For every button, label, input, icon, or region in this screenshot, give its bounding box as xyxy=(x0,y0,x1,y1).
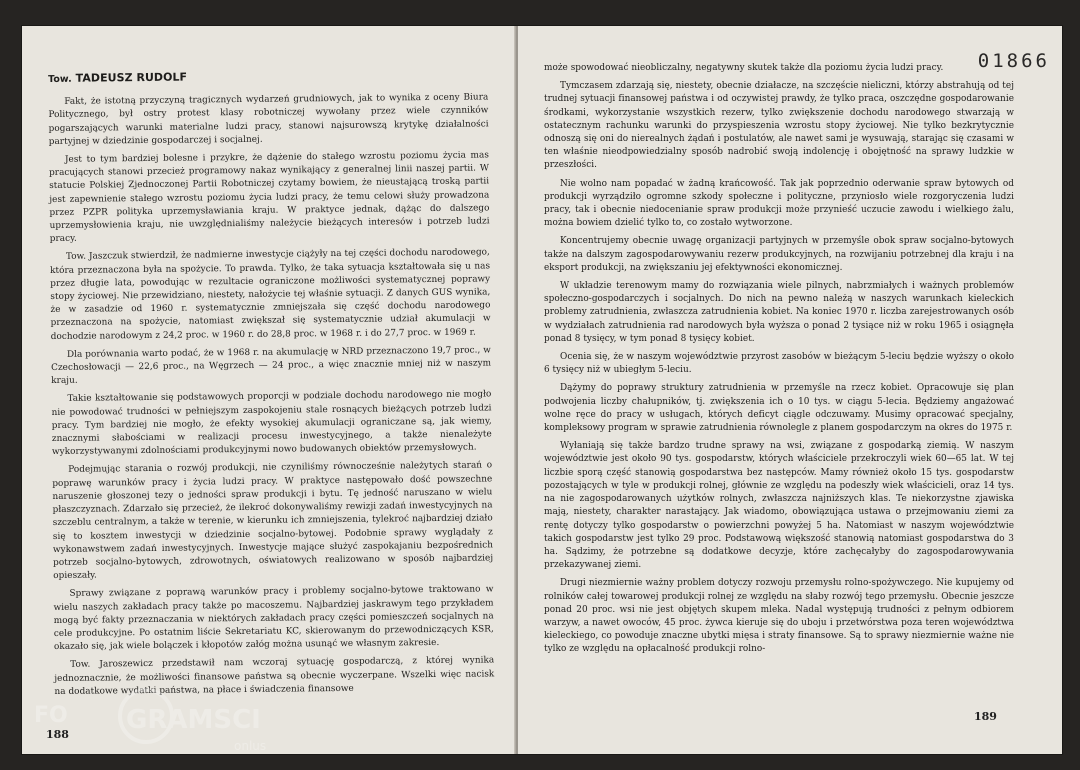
paragraph: Takie kształtowanie się podstawowych proporcji w podziale dochodu narodowego nie mogło nie powodować trudności w pełniejszym zaspokojeniu stale rosnących bieżących potrzeb ludzi pracy. Tym bardziej nie mogło, że efekty wysokiej akumulacji ograniczane są, jak wiemy, znacznymi słabościami w realizacji procesu inwestycyjnego, a także nienależyte wykorzystywanymi zdolnościami produkcyjnymi nowo budowanych obiektów przemysłowych. xyxy=(51,389,492,458)
paragraph: Wyłaniają się także bardzo trudne sprawy na wsi, związane z gospodarką ziemią. W naszym województwie jest około 90 tys. gospodarstw, których właściciele przekroczyli wiek 60—65 lat. W tej liczbie sporą część stanowią gospodarstwa bez następców. Mamy również około 15 tys. gospodarstw pozostających w tyle w produkcji rolnej, głównie ze względu na podeszły wiek właścicieli, oraz 14 tys. na nie zagospodarowanych użytków rolnych, zwłaszcza najniższych klas. Te niekorzystne zjawiska mają, niestety, charakter narastający. Jak wiadomo, obowiązująca ustawa o przejmowaniu ziemi za rentę dotyczy tylko gospodarstw o powierzchni powyżej 5 ha. Natomiast w naszym województwie takich gospodarstw jest tylko 29 proc. Podstawową większość stanowią natomiast gospodarstwa do 3 ha. Sądzimy, że potrzebne są dodatkowe decyzje, które zachęcałyby do zagospodarowywania przekazywanej ziemi. xyxy=(544,441,1014,571)
watermark-word-3: onlus xyxy=(234,739,267,753)
paragraph: Dążymy do poprawy struktury zatrudnienia w przemyśle na rzecz kobiet. Opracowuje się plan podwojenia liczby chałupników, tj. zwiększenia ich o 10 tys. w ciągu 5-lecia. Będziemy angażować wolne ręce do pracy w usługach, których deficyt ciągle odczuwamy. Musimy opracować specjalny, kompleksowy program w sprawie zatrudnienia równolegle z planem gospodarczym na okres do 1975 r. xyxy=(544,383,1014,434)
heading-name: TADEUSZ RUDOLF xyxy=(75,70,188,85)
left-page xyxy=(22,26,516,754)
paragraph: Podejmując starania o rozwój produkcji, nie czyniliśmy równocześnie należytych starań o poprawę warunków pracy i życia ludzi pracy. W praktyce następowało dość powszechne naruszenie głoszonej tezy o jedności spraw produkcji i bytu. Tę jedność naruszano w wielu płaszczyznach. Zdarzało się przecież, że ilekroć dokonywaliśmy rewizji zadań inwestycyjnych na szczeblu centralnym, a także w terenie, w kierunku ich zmniejszenia, tylekroć najbardziej działo się to kosztem inwestycji w dziedzinie socjalno-bytowej. Podobnie sprawy wyglądały z wykonawstwem zadań inwestycyjnych. Inwestycje mające służyć zaspokajaniu bezpośrednich potrzeb socjalno-bytowych, zdrowotnych, oświatowych realizowano w sposób najbardziej opieszały. xyxy=(52,460,494,582)
book-spread xyxy=(22,26,1062,754)
paragraph: Tow. Jaszczuk stwierdził, że nadmierne inwestycje ciążyły na tej części dochodu narodowego, która przeznaczona była na spożycie. To prawda. Tylko, że taka sytuacja kształtowała się u nas przez długie lata, powodując w rezultacie ograniczone możliwości systematycznej poprawy stopy życiowej. Nie przewidziano, niestety, nałożycie tej właśnie sytuacji. Z danych GUS wynika, że w zasadzie od 1960 r. systematycznie zmniejszała się część dochodu narodowego przeznaczona na spożycie, natomiast zwiększał się systematycznie udział akumulacji w dochodzie narodowym z 24,2 proc. w 1960 r. do 28,8 proc. w 1968 r. i do 27,7 proc. w 1969 r. xyxy=(50,247,491,342)
watermark-word-2: GRAMSCI xyxy=(126,705,261,735)
paragraph: Ocenia się, że w naszym województwie przyrost zasobów w bieżącym 5-leciu będzie wyższy o około 6 tysięcy niż w ubiegłym 5-leciu. xyxy=(544,352,1014,376)
archive-stamp-number: 01866 xyxy=(977,50,1050,72)
paragraph: Tymczasem zdarzają się, niestety, obecnie działacze, na szczęście nieliczni, którzy abstrahują od tej trudnej sytuacji finansowej państwa i od oczywistej prawdy, że tylko praca, oszczędne gospodarowanie środkami, wykorzystanie wszystkich rezerw, tylko zwiększenie dochodu narodowego stwarzają w ostatecznym rachunku warunki do przyspieszenia wzrostu stopy życiowej. Nie tylko bezkrytycznie odnoszą się oni do nierealnych żądań i postulatów, ale nawet sami je wysuwają, starając się czasami w ten właśnie nieodpowiedzialny sposób nadrobić swoją indolencję i obojętność na sprawy ludzkie w przeszłości. xyxy=(544,81,1014,171)
right-page-text xyxy=(544,62,1014,662)
paragraph: Drugi niezmiernie ważny problem dotyczy rozwoju przemysłu rolno-spożywczego. Nie kupujemy od rolników całej towarowej produkcji rolnej ze względu na słaby rozwój tego przemysłu. Obecnie jeszcze ponad 20 proc. wsi nie jest objętych skupem mleka. Nadal występują trudności z pełnym odbiorem warzyw, a nawet owoców, 45 proc. żywca kieruje się do uboju i przetwórstwa poza teren województwa kieleckiego, co powoduje znaczne ubytki mięsa i straty finansowe. Są to sprawy niezmiernie ważne nie tylko ze względu na opłacalność produkcji rolno- xyxy=(544,578,1014,655)
left-page-text xyxy=(48,67,495,704)
paragraph-continuation: może spowodować nieobliczalny, negatywny skutek także dla poziomu życia ludzi pracy. xyxy=(544,63,944,73)
page-number-left: 188 xyxy=(46,728,69,741)
paragraph: Sprawy związane z poprawą warunków pracy i problemy socjalno-bytowe traktowano w wielu naszych zakładach pracy także po macoszemu. Najbardziej jaskrawym tego przykładem mogą być fakty przeznaczania w niektórych zakładach pracy części pomieszczeń socjalnych na cele produkcyjne. Po ostatnim liście Sekretariatu KC, skierowanym do przewodniczących KSR, okazało się, jak wiele bolączek i kłopotów załóg można usunąć we własnym zakresie. xyxy=(53,584,494,653)
paragraph: Nie wolno nam popadać w żadną krańcowość. Tak jak poprzednio oderwanie spraw bytowych od produkcji wyrządziło ogromne szkody społeczne i polityczne, przyniosło wiele rozgoryczenia ludzi pracy, tak i obecnie niedocenianie spraw produkcji może przynieść uczucie zawodu i wielkiego żalu, można bowiem dzielić tylko to, co zostało wytworzone. xyxy=(544,178,1014,229)
paragraph: Jest to tym bardziej bolesne i przykre, że dążenie do stałego wzrostu poziomu życia mas pracujących stanowi przecież programowy nakaz wynikający z generalnej linii naszej partii. W statucie Polskiej Zjednoczonej Partii Robotniczej czytamy bowiem, że nieustającą troską partii jest zapewnienie stałego wzrostu poziomu życia ludzi pracy, że temu celowi służy prowadzona przez PZPR polityka uprzemysławiania kraju. W praktyce jednak, dążąc do dalszego uprzemysłowienia kraju, nie uwzględnialiśmy należycie bieżących interesów i potrzeb ludzi pracy. xyxy=(49,150,490,245)
heading-prefix: Tow. xyxy=(48,73,72,85)
watermark-word-1: FO xyxy=(34,703,68,728)
paragraph: Tow. Jaroszewicz przedstawił nam wczoraj sytuację gospodarczą, z której wynika jednoznacznie, że możliwości finansowe państwa są obecnie wyczerpane. Wszelki więc nacisk na dodatkowe wydatki państwa, na płace i świadczenia finansowe xyxy=(54,655,495,697)
paragraph: W układzie terenowym mamy do rozwiązania wiele pilnych, nabrzmiałych i ważnych problemów społeczno-gospodarczych i socjalnych. Do nich na pewno należą w naszych warunkach kieleckich problemy zatrudnienia, zwłaszcza zatrudnienia kobiet. Na koniec 1970 r. liczba zarejestrowanych osób w wydziałach zatrudnienia rad narodowych była wyższa o ponad 2 tysiące niż w roku 1965 i osiągnęła ponad 8 tysięcy, w tym ponad 8 tysięcy kobiet. xyxy=(544,281,1014,344)
paragraph: Fakt, że istotną przyczyną tragicznych wydarzeń grudniowych, jak to wynika z oceny Biura Politycznego, był ostry protest klasy robotniczej wywołany przez wiele czynników pogarszających warunki materialne ludzi pracy, stanowi najsurowszą krytykę działalności partyjnej w dziedzinie gospodarczej i socjalnej. xyxy=(48,92,489,147)
paragraph: Dla porównania warto podać, że w 1968 r. na akumulację w NRD przeznaczono 19,7 proc., w Czechosłowacji — 22,6 proc., na Węgrzech — 24 proc., a więc znacznie mniej niż w naszym kraju. xyxy=(51,345,492,387)
speaker-heading xyxy=(48,67,488,86)
right-page xyxy=(518,26,1062,754)
paragraph: Koncentrujemy obecnie uwagę organizacji partyjnych w przemyśle obok spraw socjalno-bytowych także na dalszym zagospodarowywaniu rezerw produkcyjnych, na rozwijaniu potrzebnej dla kraju i na eksport produkcji, na zwiększaniu jej efektywności ekonomicznej. xyxy=(544,236,1014,273)
page-number-right: 189 xyxy=(974,710,997,723)
